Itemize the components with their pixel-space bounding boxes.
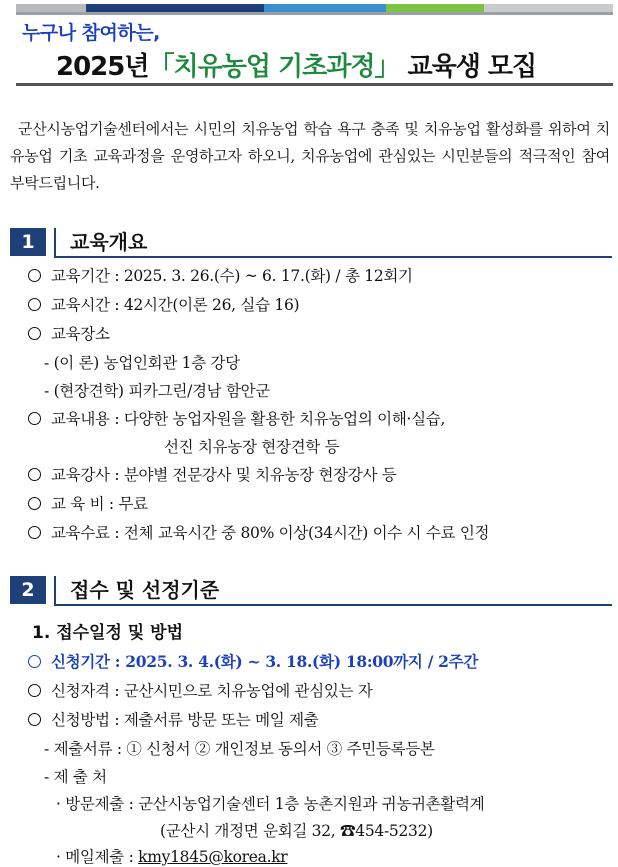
section-underline <box>54 604 612 606</box>
title-suffix: 교육생 모집 <box>407 52 537 82</box>
intro-paragraph: 군산시농업기술센터에서는 시민의 치유농업 학습 욕구 충족 및 치유농업 활성화를 위하여 치유농업 기초 교육과정을 운영하고자 하오니, 치유농업에 관심있는 시민분들의 적극적인 참여 부탁드립니다. <box>10 120 610 192</box>
bullet-circle-icon <box>28 327 41 340</box>
bullet-circle-icon <box>28 298 41 311</box>
list-subitem: - (현장견학) 피카그린/경남 함안군 <box>44 382 270 400</box>
section-divider <box>54 576 56 604</box>
list-item: 교육기간 : 2025. 3. 26.(수) ~ 6. 17.(화) / 총 12회기 <box>28 264 413 286</box>
list-item: 교육장소 <box>28 322 110 344</box>
bullet-circle-icon <box>28 713 41 726</box>
header-top-rule <box>16 12 613 15</box>
section-title: 교육개요 <box>70 230 148 254</box>
list-item: 교 육 비 : 무료 <box>28 492 148 514</box>
list-item-continuation: 선진 치유농장 현장견학 등 <box>164 438 340 456</box>
visit-submission: · 방문제출 : 군산시농업기술센터 1층 농촌지원과 귀농귀촌활력계 <box>56 795 485 813</box>
visit-address: (군산시 개정면 운회길 32, ☎454-5232) <box>160 822 433 840</box>
submit-to: - 제 출 처 <box>44 768 107 786</box>
section-number: 1 <box>10 228 46 256</box>
bullet-circle-icon <box>28 412 41 425</box>
bullet-circle-icon <box>28 655 41 668</box>
title-prefix: 2025년 <box>56 52 149 82</box>
list-subitem: - (이 론) 농업인회관 1층 강당 <box>44 354 240 372</box>
color-bar-segment <box>386 4 484 12</box>
required-documents: - 제출서류 : ① 신청서 ② 개인정보 동의서 ③ 주민등록등본 <box>44 740 435 758</box>
section-number: 2 <box>10 576 46 604</box>
title-rule <box>16 83 613 86</box>
section-title: 접수 및 선정기준 <box>70 578 220 602</box>
section-divider <box>54 228 56 256</box>
color-bar-segment <box>484 4 613 12</box>
color-bar-segment <box>264 4 386 12</box>
list-item: 교육내용 : 다양한 농업자원을 활용한 치유농업의 이해·실습, <box>28 407 445 429</box>
email-link[interactable]: kmy1845@korea.kr <box>138 848 288 866</box>
bullet-circle-icon <box>28 684 41 697</box>
title-highlight: 「치유농업 기초과정」 <box>148 52 400 82</box>
bullet-circle-icon <box>28 468 41 481</box>
subheading: 1. 접수일정 및 방법 <box>32 623 183 643</box>
page-title <box>56 46 536 83</box>
bullet-circle-icon <box>28 526 41 539</box>
email-submission: · 메일제출 : kmy1845@korea.kr <box>56 848 288 866</box>
application-method: 신청방법 : 제출서류 방문 또는 메일 제출 <box>28 708 318 730</box>
bullet-circle-icon <box>28 269 41 282</box>
page-subtitle: 누구나 참여하는, <box>22 22 160 44</box>
bullet-circle-icon <box>28 497 41 510</box>
application-qualification: 신청자격 : 군산시민으로 치유농업에 관심있는 자 <box>28 679 373 701</box>
section-1-header <box>10 228 612 258</box>
section-underline <box>54 256 612 258</box>
section-2-header <box>10 576 612 606</box>
color-bar-segment <box>86 4 264 12</box>
application-period: 신청기간 : 2025. 3. 4.(화) ~ 3. 18.(화) 18:00까지 / 2주간 <box>28 650 478 672</box>
list-item: 교육시간 : 42시간(이론 26, 실습 16) <box>28 293 299 315</box>
header-color-bar <box>16 4 613 12</box>
list-item: 교육강사 : 분야별 전문강사 및 치유농장 현장강사 등 <box>28 463 396 485</box>
list-item: 교육수료 : 전체 교육시간 중 80% 이상(34시간) 이수 시 수료 인정 <box>28 521 489 543</box>
color-bar-segment <box>16 4 86 12</box>
